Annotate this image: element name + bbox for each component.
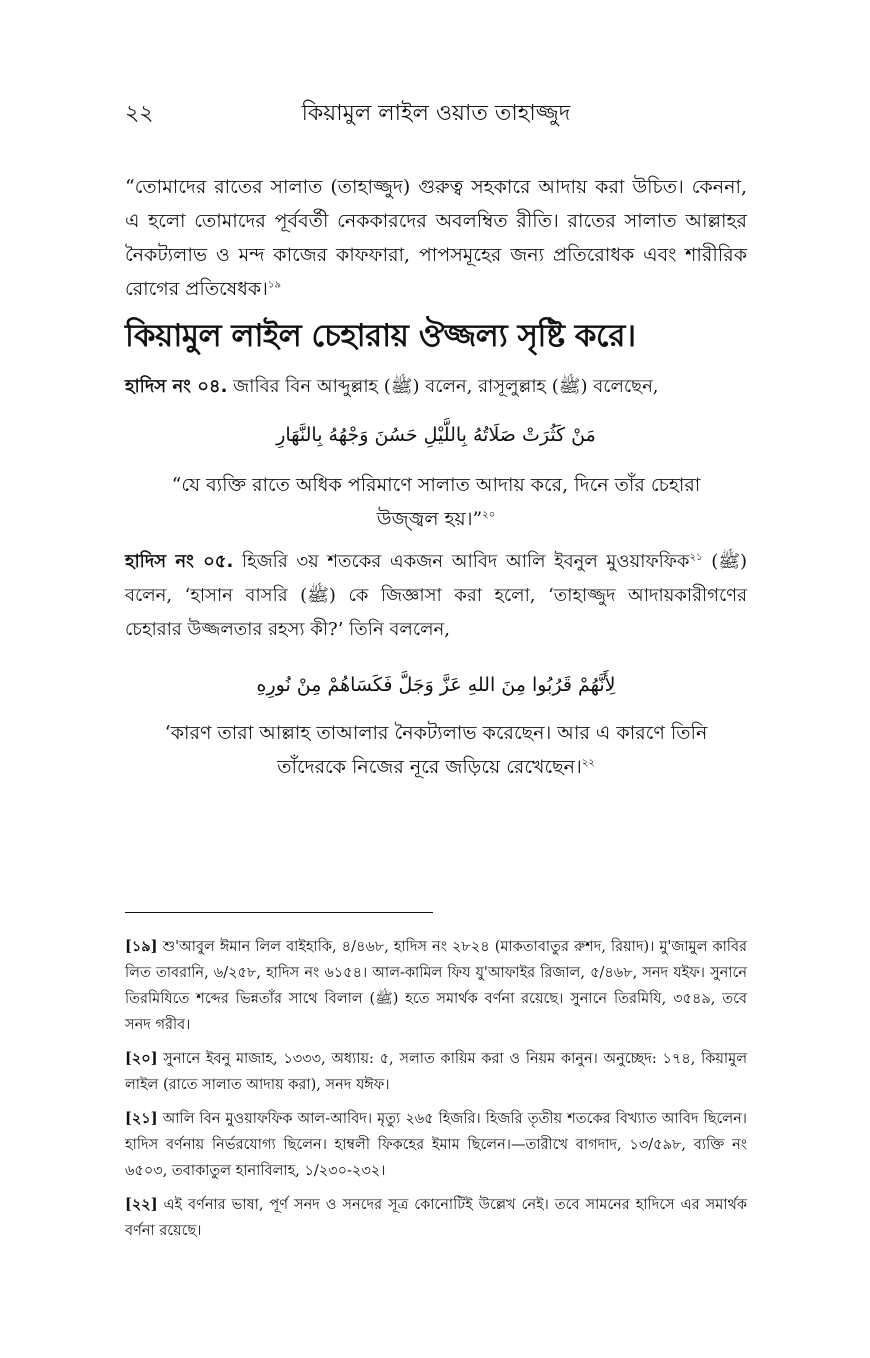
footnote-ref-21[interactable]: ২১ [689,552,703,563]
section-heading: কিয়ামুল লাইল চেহারায় ঔজ্জল্য সৃষ্টি করে। [125,318,636,354]
footnote-marker: [২১] [125,1110,158,1127]
hadith-04-label: হাদিস নং ০৪. [125,376,228,397]
hadith-04-translation-text: “যে ব্যক্তি রাতে অধিক পরিমাণে সালাত আদায় করে, দিনে তাঁর চেহারা উজ্জ্বল হয়।” [171,474,701,530]
footnote-text: এই বর্ণনার ভাষা, পূর্ণ সনদ ও সনদের সূত্র কোনোটিই উল্লেখ নেই। তবে সামনের হাদিসে এর সমার্থক বর্ণনা রয়েছে। [125,1197,747,1239]
footnote-text: শু'আবুল ঈমান লিল বাইহাকি, ৪/৪৬৮, হাদিস নং ২৮২৪ (মাকতাবাতুর রুশদ, রিয়াদ)। মু'জামুল কাবির লিত তাবরানি, ৬/২৫৮, হাদিস নং ৬১৫৪। আল-কামিল ফিয যু'আফাইর রিজাল, ৫/৪৬৮, সনদ যইফ। সুনানে তিরমিযিতে শব্দের ভিন্নতাঁর সাথে বিলাল (ﷺ) হতে সমার্থক বর্ণনা রয়েছে। সুনানে তিরমিযি, ৩৫৪৯, তবে সনদ গরীব। [125,939,747,1033]
hadith-04-arabic: مَنْ كَثُرَتْ صَلَاتُهُ بِاللَّيْلِ حَسُنَ وَجْهُهُ بِالنَّهَارِ [276,424,596,446]
page-header [125,96,747,136]
footnote-marker: [২২] [125,1196,158,1213]
hadith-04-text: জাবির বিন আব্দুল্লাহ (ﷺ) বলেন, রাসূলুল্লাহ (ﷺ) বলেছেন, [227,376,659,397]
footnote-marker: [১৯] [125,938,158,955]
footnotes-section [125,934,747,1252]
footnote-22 [125,1192,747,1244]
hadith-05-translation [155,716,717,784]
hadith-05-intro [125,545,747,647]
hadith-05-arabic: لِأَنَّهُمْ قَرُبُوا مِنَ اللهِ عَزَّ وَجَلَّ فَكَسَاهُمْ مِنْ نُورِهِ [256,674,616,696]
hadith-05-text-after: (ﷺ) বলেন, ‘হাসান বাসরি (ﷺ) কে জিজ্ঞাসা করা হলো, ‘তাহাজ্জুদ আদায়কারীগণের চেহারার উজ্জলতার রহস্য কী?’ তিনি বললেন, [125,551,747,640]
footnote-marker: [২০] [125,1050,158,1067]
hadith-04-translation [155,468,717,536]
intro-paragraph [125,170,747,306]
page-number: ২২ [125,101,154,126]
footnote-text: আলি বিন মুওয়াফফিক আল-আবিদ। মৃত্যু ২৬৫ হিজরি। হিজরি তৃতীয় শতকের বিখ্যাত আবিদ ছিলেন। হাদিস বর্ণনায় নির্ভরযোগ্য ছিলেন। হাম্বলী ফিকহের ইমাম ছিলেন।—তারীখে বাগদাদ, ১৩/৫৯৮, ব্যক্তি নং ৬৫০৩, তবাকাতুল হানাবিলাহ, ১/২৩০-২৩২। [125,1111,747,1179]
footnote-ref-22[interactable]: ২২ [581,757,595,769]
footnote-21 [125,1106,747,1184]
footnote-divider [125,912,433,913]
running-title: কিয়ামুল লাইল ওয়াত তাহাজ্জুদ [301,101,571,126]
hadith-05-translation-text: ‘কারণ তারা আল্লাহ তাআলার নৈকট্যলাভ করেছেন। আর এ কারণে তিনি তাঁদেরকে নিজের নূরে জড়িয়ে রেখেছেন। [164,722,708,778]
footnote-text: সুনানে ইবনু মাজাহ, ১৩৩৩, অধ্যায়: ৫, সলাত কায়িম করা ও নিয়ম কানুন। অনুচ্ছেদ: ১৭৪, কিয়ামুল লাইল (রাতে সালাত আদায় করা), সনদ যঈফ। [125,1051,747,1093]
intro-text: “তোমাদের রাতের সালাত (তাহাজ্জুদ) গুরুত্ব সহকারে আদায় করা উচিত। কেননা, এ হলো তোমাদের পূর্ববর্তী নেককারদের অবলম্বিত রীতি। রাতের সালাত আল্লাহর নৈকট্যলাভ ও মন্দ কাজের কাফফারা, পাপসমূহের জন্য প্রতিরোধক এবং শারীরিক রোগের প্রতিষেধক। [125,176,747,300]
hadith-05-text-before: হিজরি ৩য় শতকের একজন আবিদ আলি ইবনুল মুওয়াফফিক [233,551,690,572]
footnote-20 [125,1046,747,1098]
footnote-19 [125,934,747,1038]
hadith-05-label: হাদিস নং ০৫. [125,551,234,572]
book-page [125,0,747,1358]
hadith-04-intro [125,370,747,404]
footnote-ref-19[interactable]: ১৯ [267,279,281,291]
footnote-ref-20[interactable]: ২০ [482,509,496,521]
